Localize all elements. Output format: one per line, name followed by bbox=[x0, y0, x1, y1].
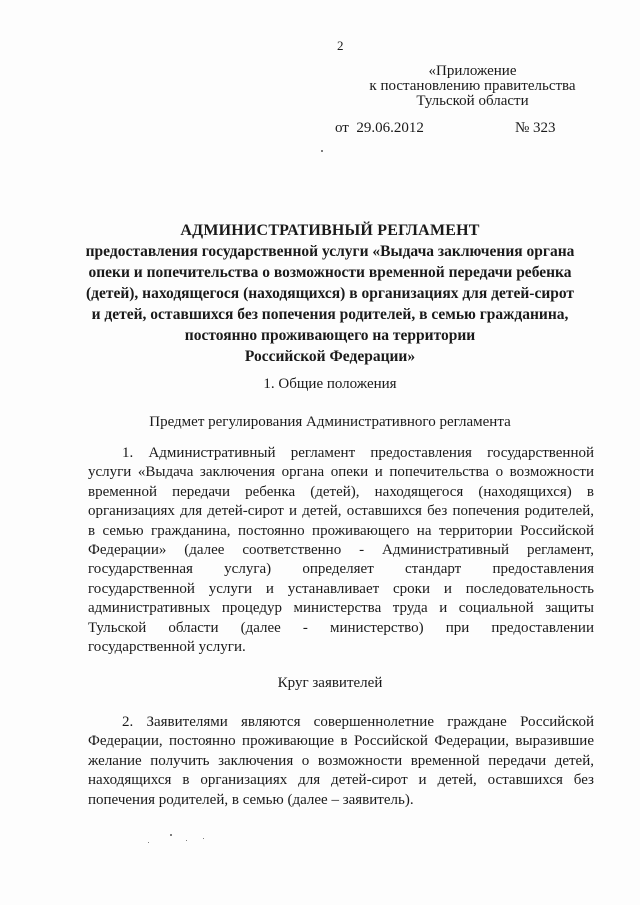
paragraph-line: в семью гражданина, постоянно проживающего на территории Российской bbox=[88, 522, 594, 539]
paragraph-line: находящихся в организациях для детей-сирот и детей, оставшихся без bbox=[88, 772, 594, 789]
paragraph-line: 1. Административный регламент предоставления государственной bbox=[122, 445, 594, 461]
paragraph-line: Федерации, постоянно проживающие в Российской Федерации, выразившие bbox=[88, 733, 594, 750]
paragraph-1 bbox=[88, 444, 594, 657]
scan-speck bbox=[321, 150, 323, 152]
scan-speck bbox=[186, 840, 187, 841]
paragraph-line: государственной услуги и устанавливает сроки и последовательность bbox=[88, 580, 594, 597]
paragraph-line: временной передачи ребенка (детей), находящегося (находящихся) в bbox=[88, 483, 594, 500]
paragraph-line: организациях для детей-сирот и детей, оставшихся без попечения родителей, bbox=[88, 503, 594, 520]
page-number: 2 bbox=[337, 38, 344, 53]
appendix-block bbox=[340, 64, 585, 109]
section-heading: 1. Общие положения bbox=[263, 376, 397, 392]
title-line: и детей, оставшихся без попечения родителей, в семью гражданина, bbox=[91, 306, 569, 323]
paragraph-line: услуги «Выдача заключения органа опеки и попечительства о возможности bbox=[88, 464, 594, 481]
applicants-heading: Круг заявителей bbox=[277, 675, 383, 691]
paragraph-line: государственной услуги. bbox=[88, 639, 246, 656]
paragraph-line: желание получить заключения о возможности временной передачи детей, bbox=[88, 752, 594, 769]
title-heading: АДМИНИСТРАТИВНЫЙ РЕГЛАМЕНТ bbox=[180, 222, 480, 239]
document-title bbox=[60, 220, 600, 367]
appendix-line-1: «Приложение bbox=[428, 63, 517, 79]
scan-speck bbox=[148, 842, 149, 843]
paragraph-line: государственная услуга) определяет стандарт предоставления bbox=[88, 561, 594, 578]
title-line: Российской Федерации» bbox=[244, 348, 416, 365]
title-line: предоставления государственной услуги «Выдача заключения органа bbox=[85, 243, 575, 260]
decree-date: от 29.06.2012 bbox=[335, 120, 424, 136]
title-line: постоянно проживающего на территории bbox=[184, 327, 476, 344]
paragraph-line: Тульской области (далее - министерство) при предоставлении bbox=[88, 619, 594, 636]
paragraph-line: попечения родителей, в семью (далее – заявитель). bbox=[88, 791, 414, 808]
paragraph-line: Федерации» (далее соответственно - Административный регламент, bbox=[88, 542, 594, 559]
title-line: (детей), находящегося (находящихся) в организациях для детей-сирот bbox=[85, 285, 575, 302]
appendix-line-3: Тульской области bbox=[416, 93, 529, 109]
paragraph-line: 2. Заявителями являются совершеннолетние граждане Российской bbox=[122, 714, 594, 730]
paragraph-line: административных процедур министерства труда и социальной защиты bbox=[88, 600, 594, 617]
decree-number: № 323 bbox=[515, 120, 556, 136]
appendix-line-2: к постановлению правительства bbox=[369, 78, 576, 94]
paragraph-2 bbox=[88, 713, 594, 810]
scan-speck bbox=[203, 838, 204, 839]
title-line: опеки и попечительства о возможности временной передачи ребенка bbox=[88, 264, 572, 281]
scan-speck bbox=[170, 834, 172, 836]
subject-heading: Предмет регулирования Административного регламента bbox=[149, 414, 511, 430]
